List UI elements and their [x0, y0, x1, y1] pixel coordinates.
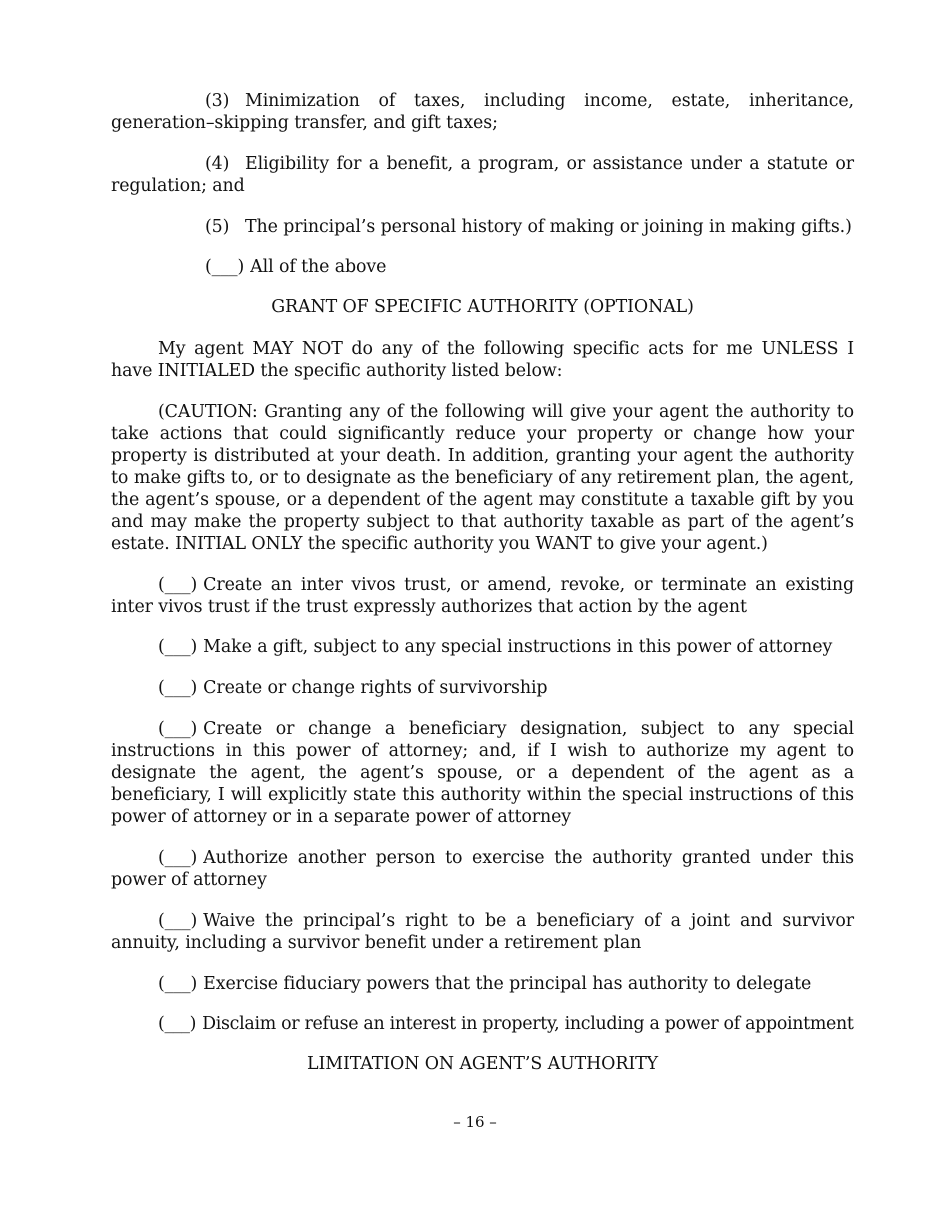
list-item-number: (3) [205, 91, 230, 111]
list-item-text: Minimization of taxes, including income, estate, inheritance, generation–skipping transfer, and gift taxes; [111, 91, 854, 133]
authority-item-annuity [111, 910, 854, 954]
initial-blank: (___) [158, 974, 198, 994]
authority-text: Disclaim or refuse an interest in property, including a power of appointment [202, 1014, 854, 1034]
initial-blank: (___) [158, 678, 198, 698]
authority-item-delegate [111, 847, 854, 891]
document-page [111, 90, 854, 1075]
list-item-number: (4) [205, 154, 230, 174]
authority-text: Authorize another person to exercise the authority granted under this power of attorney [111, 848, 854, 890]
section-heading-specific-authority: GRANT OF SPECIFIC AUTHORITY (OPTIONAL) [271, 297, 694, 317]
list-item [111, 216, 854, 238]
authority-item-survivorship [111, 677, 854, 699]
authority-text: Waive the principal’s right to be a beneficiary of a joint and survivor annuity, including a survivor benefit under a retirement plan [111, 911, 854, 953]
list-item [111, 153, 854, 197]
list-item [111, 90, 854, 134]
authority-item-gift [111, 636, 854, 658]
authority-text: Create an inter vivos trust, or amend, revoke, or terminate an existing inter vivos trust if the trust expressly authorizes that action by the agent [111, 575, 854, 617]
list-item-number: (5) [205, 217, 230, 237]
list-item-text: Eligibility for a benefit, a program, or assistance under a statute or regulation; and [111, 154, 854, 196]
page-number: – 16 – [453, 1113, 497, 1131]
initial-blank: (___) [205, 257, 245, 277]
authority-item-trust [111, 574, 854, 618]
authority-text: Make a gift, subject to any special instructions in this power of attorney [203, 637, 833, 657]
caution-paragraph: (CAUTION: Granting any of the following will give your agent the authority to take actions that could significantly reduce your property or change how your property is distributed at your death. In addition, granting your agent the authority to make gifts to, or to designate as the beneficiary of any retirement plan, the agent, the agent’s spouse, or a dependent of the agent may constitute a taxable gift by you and may make the property subject to that authority taxable as part of the agent’s estate. INITIAL ONLY the specific authority you WANT to give your agent.) [111, 402, 854, 554]
initial-blank: (___) [158, 637, 198, 657]
authority-text: Exercise fiduciary powers that the principal has authority to delegate [203, 974, 812, 994]
authority-text: Create or change rights of survivorship [203, 678, 548, 698]
authority-item-fiduciary [111, 973, 854, 995]
intro-paragraph: My agent MAY NOT do any of the following specific acts for me UNLESS I have INITIALED the specific authority listed below: [111, 339, 854, 381]
initial-blank: (___) [158, 1014, 197, 1034]
option-text: All of the above [250, 257, 387, 277]
initial-blank: (___) [158, 575, 198, 595]
authority-item-beneficiary [111, 718, 854, 828]
authority-text: Create or change a beneficiary designation, subject to any special instructions in this power of attorney; and, if I wish to authorize my agent to designate the agent, the agent’s spouse, or a dependent of the agent as a beneficiary, I will explicitly state this authority within the special instructions of this power of attorney or in a separate power of attorney [111, 719, 854, 827]
list-item-text: The principal’s personal history of making or joining in making gifts.) [245, 217, 852, 237]
initial-blank: (___) [158, 911, 198, 931]
authority-item-disclaim [111, 1013, 854, 1035]
initial-blank: (___) [158, 848, 198, 868]
section-heading-limitation: LIMITATION ON AGENT’S AUTHORITY [307, 1054, 658, 1074]
all-of-the-above-option [111, 256, 854, 278]
initial-blank: (___) [158, 719, 198, 739]
